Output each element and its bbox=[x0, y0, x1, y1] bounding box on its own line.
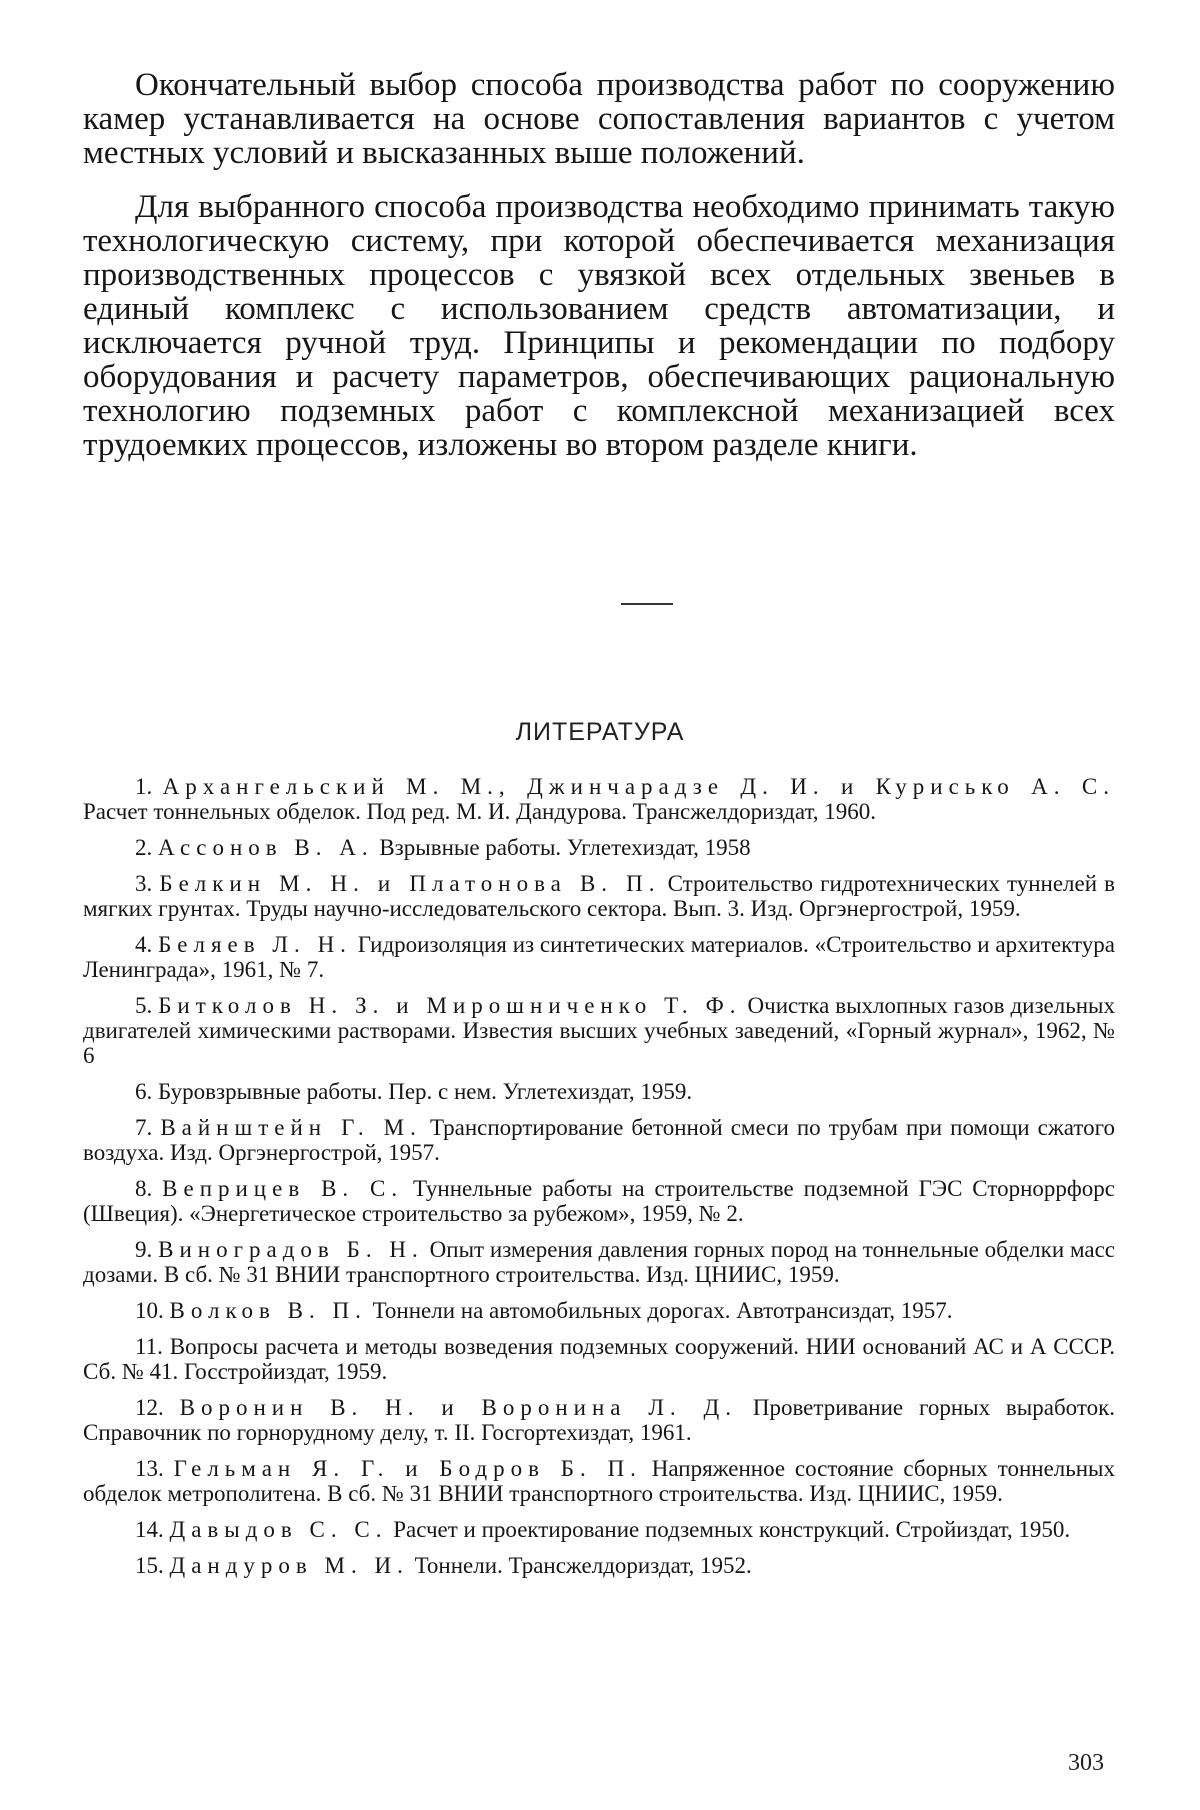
reference-authors: Давыдов С. С. bbox=[169, 1517, 388, 1542]
reference-item bbox=[83, 1079, 1115, 1104]
reference-number: 14. bbox=[135, 1517, 164, 1542]
reference-number: 4. bbox=[135, 932, 153, 957]
reference-number: 12. bbox=[135, 1395, 164, 1420]
reference-text: Туннельные работы на строительстве подземной ГЭС Сторноррфорс (Швеция). «Энергетическое строительство за рубежом», 1959, № 2. bbox=[83, 1176, 1116, 1226]
reference-item bbox=[83, 1298, 1115, 1323]
reference-text: Вопросы расчета и методы возведения подземных сооружений. НИИ оснований АС и А СССР. Сб. № 41. Госстройиздат, 1959. bbox=[83, 1334, 1115, 1384]
reference-item bbox=[83, 1395, 1115, 1445]
reference-item bbox=[83, 871, 1115, 921]
reference-item bbox=[83, 1553, 1115, 1578]
literature-heading: ЛИТЕРАТУРА bbox=[515, 718, 685, 746]
reference-authors: Веприцев В. С. bbox=[162, 1176, 404, 1201]
reference-item bbox=[83, 1237, 1115, 1287]
reference-item bbox=[83, 1517, 1115, 1542]
paragraph-2: Для выбранного способа производства необходимо принимать такую технологическую систему, при которой обеспечивается механизация производственных процессов с увязкой всех отдельных звеньев в единый комплекс с использованием средств автоматизации, и исключается ручной труд. Принципы и рекомендации по подбору оборудования и расчету параметров, обеспечивающих рациональную технологию подземных работ с комплексной механизацией всех трудоемких процессов, изложены во втором разделе книги. bbox=[83, 189, 1115, 463]
reference-number: 11. bbox=[135, 1334, 163, 1359]
reference-number: 3. bbox=[135, 871, 153, 896]
reference-item bbox=[83, 1334, 1115, 1384]
reference-text: Очистка выхлопных газов дизельных двигателей химическими растворами. Известия высших учебных заведений, «Горный журнал», 1962, № 6 bbox=[83, 993, 1115, 1068]
reference-text: Строительство гидротехнических туннелей в мягких грунтах. Труды научно-исследовательского сектора. Вып. 3. Изд. Оргэнергострой, 1959. bbox=[83, 871, 1116, 921]
reference-text: Буровзрывные работы. Пер. с нем. Углетехиздат, 1959. bbox=[158, 1079, 693, 1104]
reference-list bbox=[83, 774, 1115, 1589]
reference-number: 9. bbox=[135, 1237, 153, 1262]
reference-number: 2. bbox=[135, 835, 153, 860]
reference-item bbox=[83, 1456, 1115, 1506]
reference-authors: Виноградов Б. Н. bbox=[158, 1237, 424, 1262]
reference-number: 10. bbox=[135, 1298, 164, 1323]
body-text bbox=[83, 68, 1115, 482]
reference-text: Опыт измерения давления горных пород на тоннельные обделки масс дозами. В сб. № 31 ВНИИ транспортного строительства. Изд. ЦНИИС, 1959. bbox=[83, 1237, 1116, 1287]
reference-text: Транспортирование бетонной смеси по трубам при помощи сжатого воздуха. Изд. Оргэнергострой, 1957. bbox=[83, 1115, 1116, 1165]
reference-number: 13. bbox=[135, 1456, 164, 1481]
reference-authors: Дандуров М. И. bbox=[169, 1553, 409, 1578]
reference-authors: Вайнштейн Г. М. bbox=[160, 1115, 422, 1140]
reference-item bbox=[83, 1115, 1115, 1165]
reference-number: 7. bbox=[135, 1115, 153, 1140]
section-divider bbox=[621, 603, 673, 605]
reference-number: 1. bbox=[135, 774, 153, 799]
reference-text: Тоннели на автомобильных дорогах. Автотрансиздат, 1957. bbox=[372, 1298, 953, 1323]
reference-item bbox=[83, 932, 1115, 982]
reference-number: 8. bbox=[135, 1176, 153, 1201]
reference-item bbox=[83, 835, 1115, 860]
reference-text: Тоннели. Трансжелдориздат, 1952. bbox=[414, 1553, 752, 1578]
reference-number: 5. bbox=[135, 993, 153, 1018]
reference-authors: Битколов Н. З. и Мирошниченко Т. Ф. bbox=[158, 993, 742, 1018]
reference-item bbox=[83, 774, 1115, 824]
page-number: 303 bbox=[1068, 1750, 1104, 1776]
reference-text: Взрывные работы. Углетехиздат, 1958 bbox=[379, 835, 751, 860]
reference-authors: Белкин М. Н. и Платонова В. П. bbox=[159, 871, 661, 896]
reference-authors: Воронин В. Н. и Воронина Л. Д. bbox=[179, 1395, 737, 1420]
reference-authors: Волков В. П. bbox=[169, 1298, 367, 1323]
reference-authors: Беляев Л. Н. bbox=[158, 932, 352, 957]
reference-text: Гидроизоляция из синтетических материалов. «Строительство и архитектура Ленинграда», 1961, № 7. bbox=[83, 932, 1115, 982]
reference-text: Напряженное состояние сборных тоннельных обделок метрополитена. В сб. № 31 ВНИИ транспортного строительства. Изд. ЦНИИС, 1959. bbox=[83, 1456, 1116, 1506]
paragraph-1: Окончательный выбор способа производства работ по сооружению камер устанавливается на основе сопоставления вариантов с учетом местных условий и высказанных выше положений. bbox=[83, 67, 1115, 171]
reference-number: 6. bbox=[135, 1079, 153, 1104]
reference-authors: Архангельский М. М., Джинчарадзе Д. И. и Курисько А. С. bbox=[162, 774, 1116, 799]
reference-text: Расчет и проектирование подземных конструкций. Стройиздат, 1950. bbox=[393, 1517, 1071, 1542]
reference-text: Расчет тоннельных обделок. Под ред. М. И. Дандурова. Трансжелдориздат, 1960. bbox=[83, 799, 877, 824]
reference-text: Проветривание горных выработок. Справочник по горнорудному делу, т. II. Госгортехиздат, 1961. bbox=[83, 1395, 1116, 1445]
reference-number: 15. bbox=[135, 1553, 164, 1578]
reference-authors: Ассонов В. А. bbox=[158, 835, 374, 860]
reference-item bbox=[83, 1176, 1115, 1226]
reference-item bbox=[83, 993, 1115, 1068]
reference-authors: Гельман Я. Г. и Бодров Б. П. bbox=[173, 1456, 642, 1481]
